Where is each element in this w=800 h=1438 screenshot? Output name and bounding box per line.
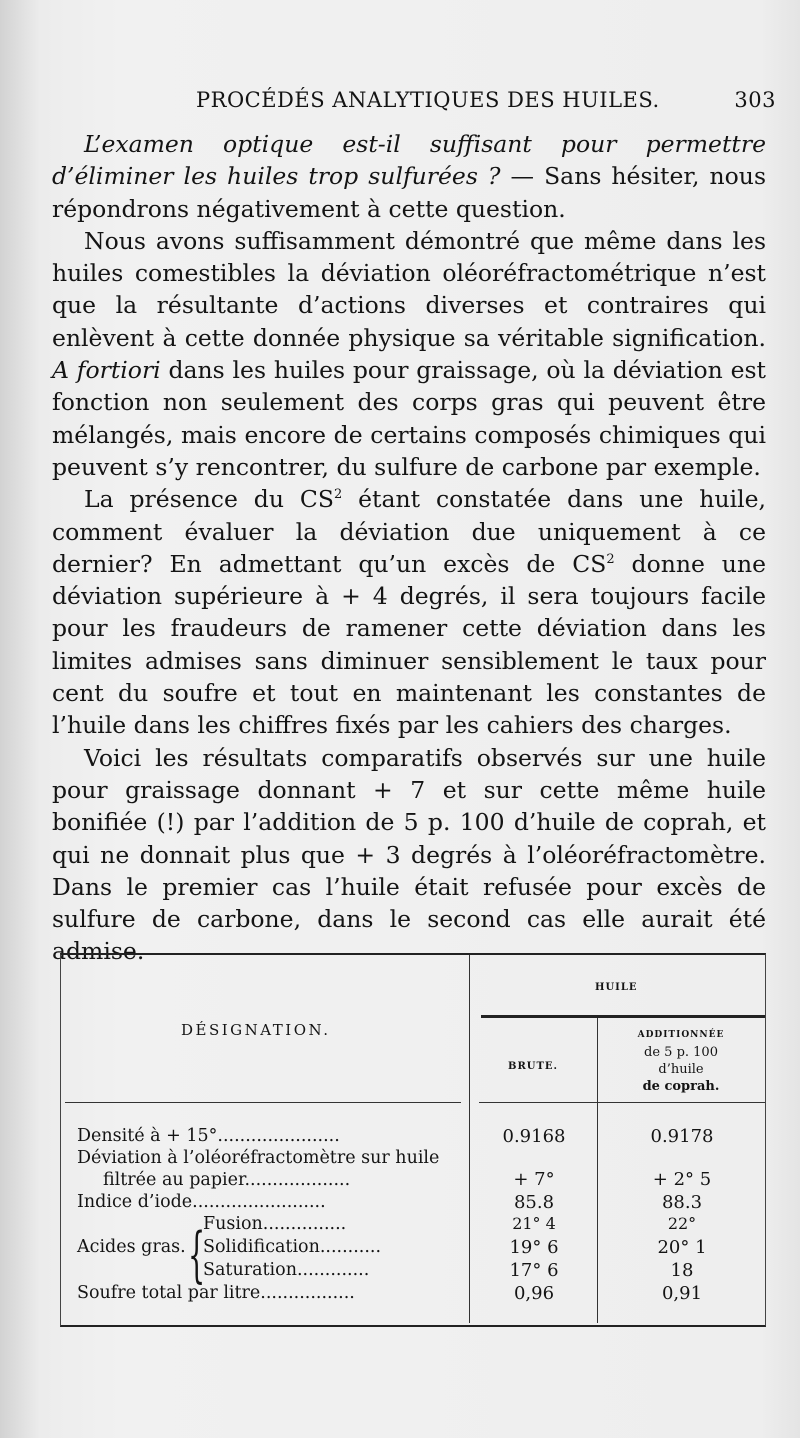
row-label-densite: Densité à + 15°......................: [77, 1126, 340, 1146]
superscript: 2: [333, 487, 343, 503]
paragraph-1: [52, 128, 766, 225]
italic-a-fortiori: A fortiori: [52, 356, 161, 385]
value-brute-solidification: 19° 6: [509, 1237, 559, 1258]
value-add-densite: 0.9178: [650, 1126, 714, 1147]
value-add-deviation: + 2° 5: [652, 1169, 712, 1190]
additionnee-header: ADDITIONNÉE: [637, 1030, 725, 1040]
additionnee-header-3: d’huile: [658, 1062, 704, 1077]
page-header: [196, 88, 776, 120]
row-label-fusion: Fusion...............: [203, 1214, 347, 1234]
designation-header: DÉSIGNATION.: [181, 1021, 331, 1039]
body-text: [52, 128, 766, 968]
italic-question: L’examen optique est-il suffisant pour permettre d’éliminer les huiles trop sulfurées ?: [52, 130, 766, 191]
brute-header: BRUTE.: [508, 1061, 559, 1072]
column-divider: [469, 955, 470, 1323]
paragraph-4: [52, 742, 766, 968]
value-add-iode: 88.3: [661, 1192, 703, 1213]
row-label-iode: Indice d’iode........................: [77, 1192, 326, 1212]
paragraph-4-text: Voici les résultats comparatifs observés sur une huile pour graissage donnant + 7 et sur cette même huile bonifiée (!) par l’addition de 5 p. 100 d’huile de coprah, et qui ne donnait plus que + 3 degrés à l’oléoréfractomètre. Dans le premier cas l’huile était refusée pour excès de sulfure de carbone, dans le second cas elle aurait été admise.: [52, 743, 766, 966]
paragraph-3: [52, 483, 766, 741]
paragraph-2: [52, 225, 766, 483]
row-label-filtree: filtrée au papier...................: [103, 1170, 351, 1190]
row-label-solidification: Solidification...........: [203, 1237, 382, 1257]
value-brute-fusion: 21° 4: [512, 1214, 556, 1233]
row-label-deviation: Déviation à l’oléoréfractomètre sur huile: [77, 1148, 440, 1168]
additionnee-header-4: de coprah.: [642, 1079, 720, 1094]
column-divider: [597, 1017, 598, 1323]
results-table: [60, 953, 766, 1327]
paragraph-1-text: — Sans hésiter, nous répondrons négativement à cette question.: [52, 162, 766, 223]
paragraph-3-text-b: étant constatée dans une huile, comment évaluer la déviation due uniquement à ce dernier? En admettant qu’un excès de CS: [52, 485, 766, 578]
value-add-saturation: 18: [670, 1260, 694, 1281]
header-rule: [65, 1102, 461, 1103]
acides-gras-label: Acides gras.: [77, 1237, 186, 1257]
value-add-solidification: 20° 1: [657, 1237, 707, 1258]
row-label-soufre: Soufre total par litre.................: [77, 1283, 355, 1303]
paragraph-2-text-a: Nous avons suffisamment démontré que même dans les huiles comestibles la déviation oléoréfractométrique n’est que la résultante d’actions diverses et contraires qui enlèvent à cette donnée physique sa véritable signification.: [52, 226, 766, 352]
value-add-soufre: 0,91: [661, 1283, 703, 1304]
page-number: 303: [734, 88, 776, 112]
paragraph-3-text-c: donne une déviation supérieure à + 4 degrés, il sera toujours facile pour les fraudeurs de ramener cette déviation dans les limites admises sans diminuer sensiblement le taux pour cent du soufre et tout en maintenant les constantes de l’huile dans les chiffres fixés par les cahiers des charges.: [52, 549, 766, 740]
running-title: PROCÉDÉS ANALYTIQUES DES HUILES.: [196, 88, 660, 112]
value-brute-densite: 0.9168: [502, 1126, 566, 1147]
header-rule: [479, 1102, 765, 1103]
paragraph-2-text-b: dans les huiles pour graissage, où la déviation est fonction non seulement des corps gras qui peuvent être mélangés, mais encore de certains composés chimiques qui peuvent s’y rencontrer, du sulfure de carbone par exemple.: [52, 356, 766, 481]
value-add-fusion: 22°: [667, 1214, 697, 1233]
value-brute-soufre: 0,96: [513, 1283, 555, 1304]
huile-header: HUILE: [595, 982, 638, 993]
row-label-saturation: Saturation.............: [203, 1260, 370, 1280]
value-brute-deviation: + 7°: [513, 1169, 555, 1190]
paragraph-3-text-a: La présence du CS: [84, 485, 334, 514]
additionnee-header-2: de 5 p. 100: [644, 1045, 718, 1060]
value-brute-iode: 85.8: [513, 1192, 555, 1213]
huile-underline: [481, 1015, 765, 1018]
superscript: 2: [606, 552, 615, 568]
brace-glyph: {: [188, 1220, 206, 1290]
value-brute-saturation: 17° 6: [509, 1260, 559, 1281]
